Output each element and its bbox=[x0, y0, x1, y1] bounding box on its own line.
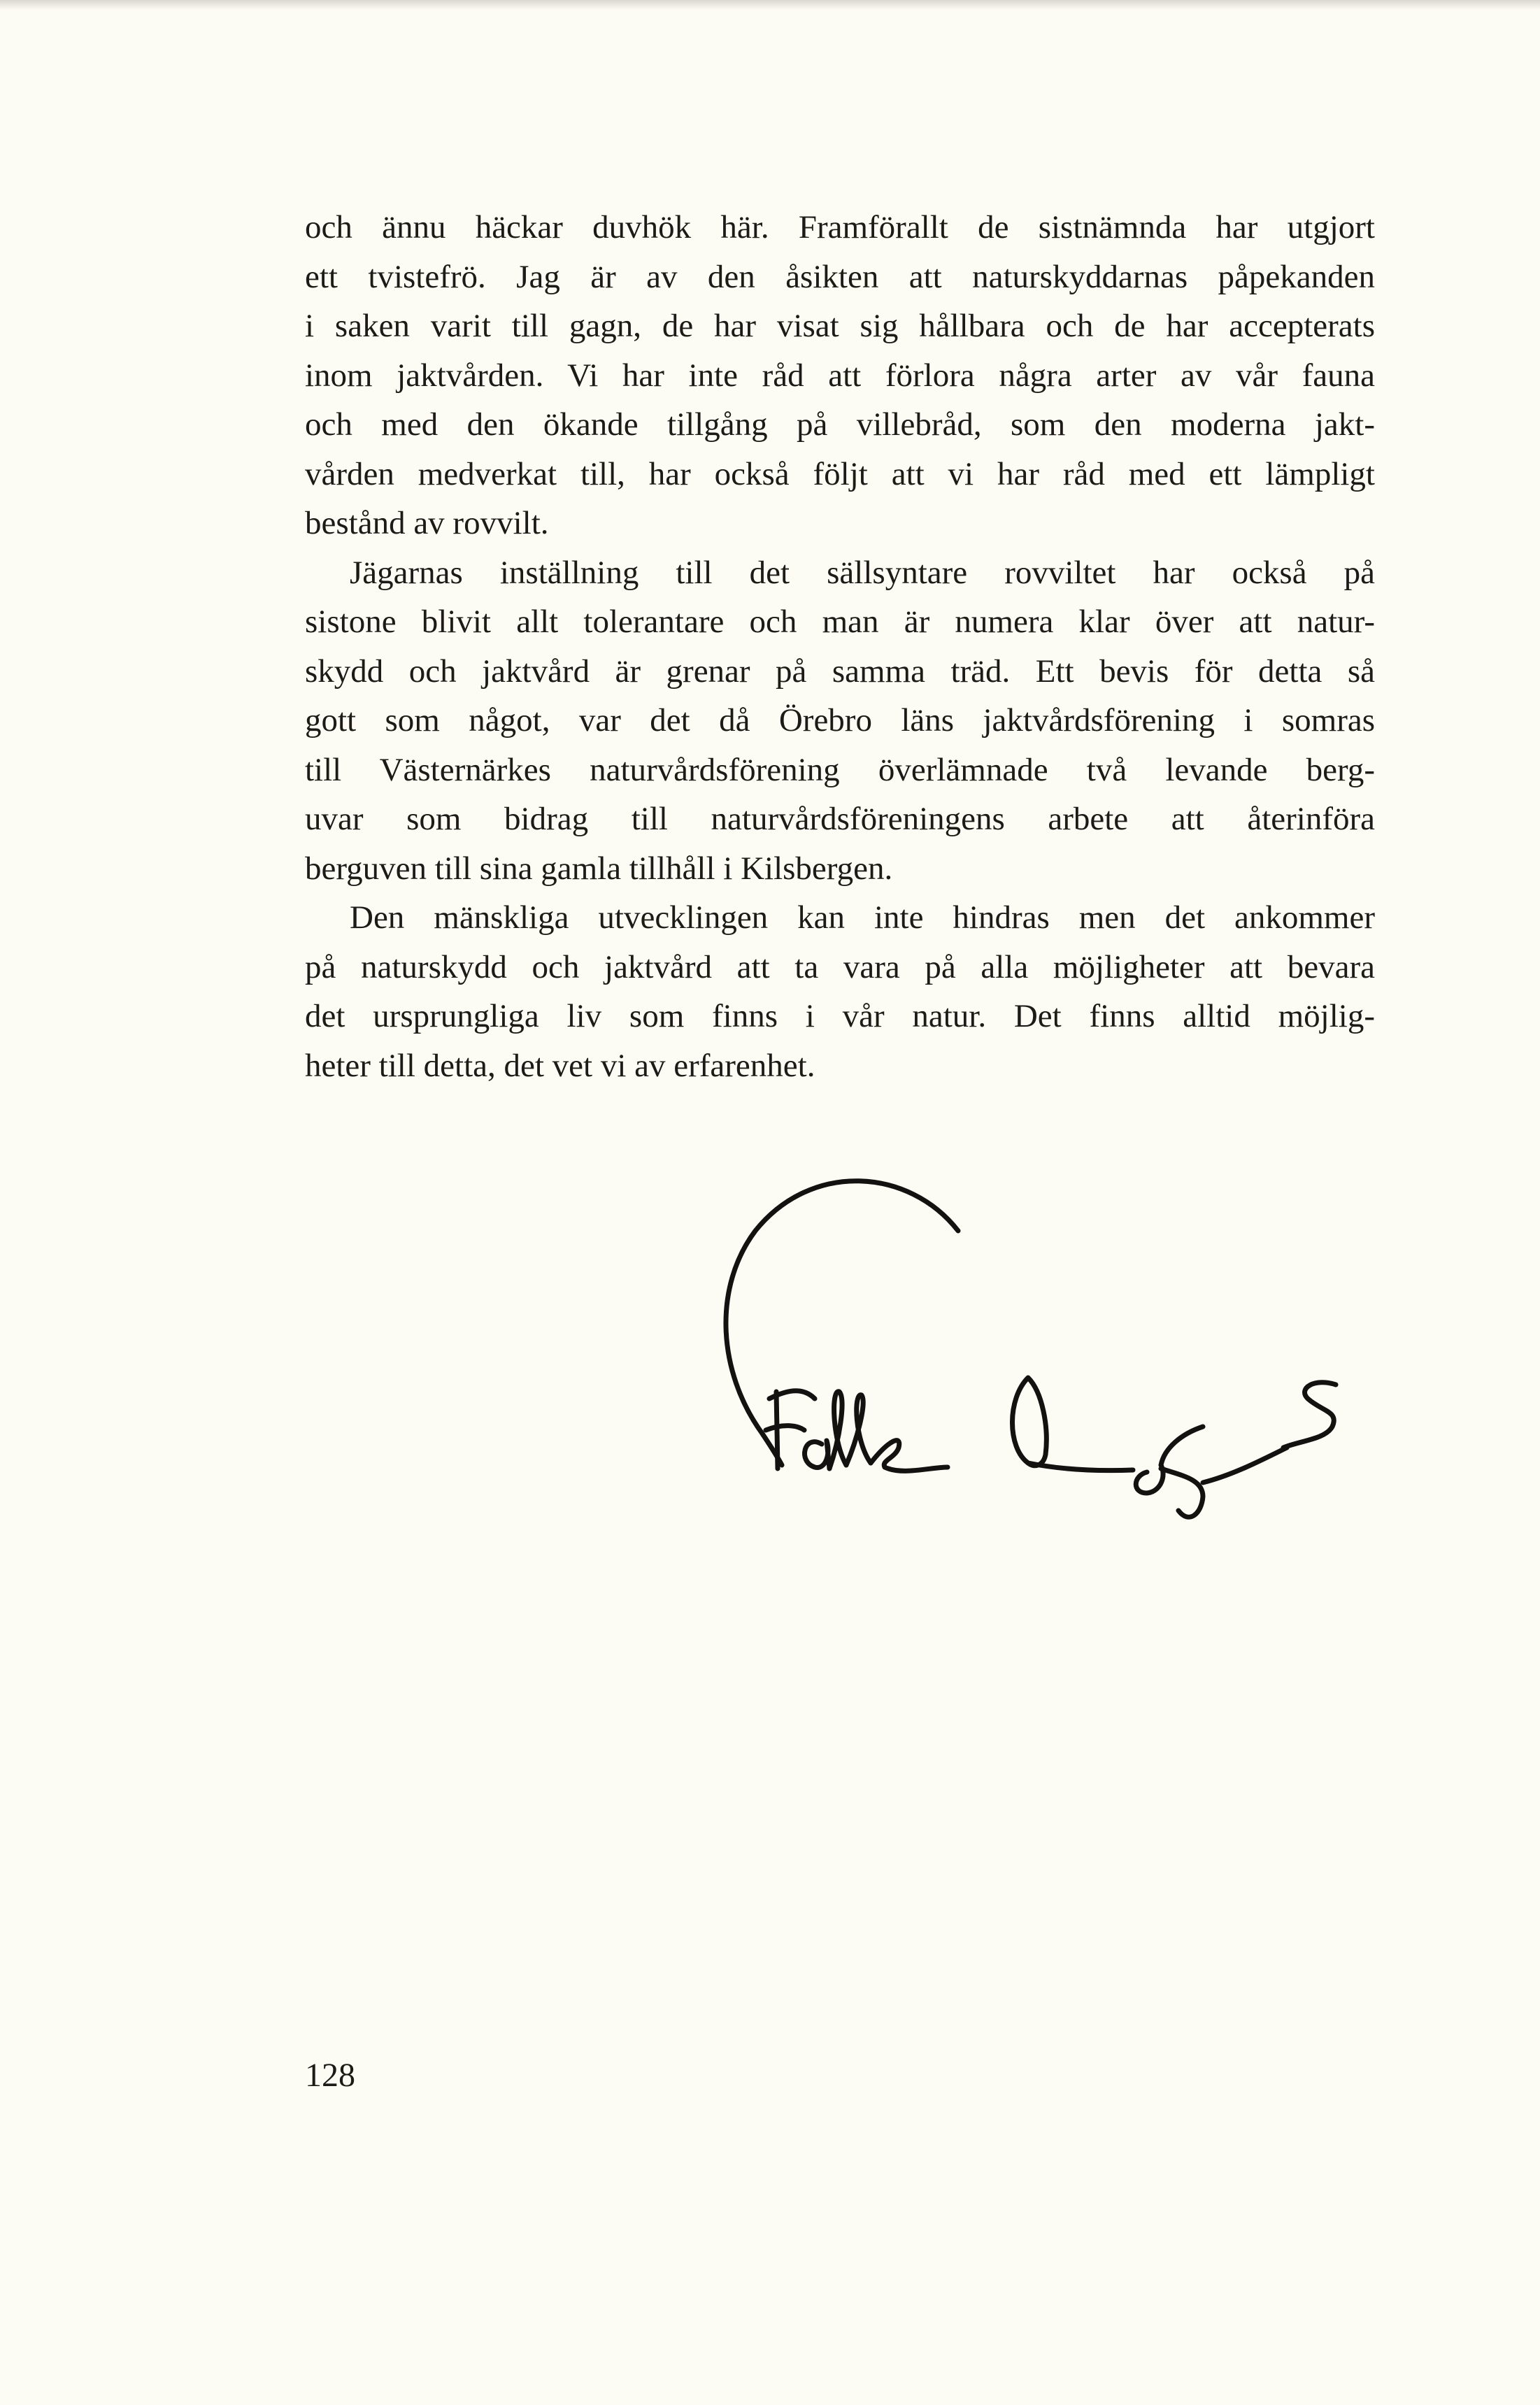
text-line: ett tvistefrö. Jag är av den åsikten att naturskyddarnas påpekanden bbox=[305, 258, 1375, 295]
paragraph-1 bbox=[305, 203, 1375, 548]
text-line: berguven till sina gamla tillhåll i Kilsbergen. bbox=[305, 850, 893, 887]
text-line: Jägarnas inställning till det sällsyntare rovviltet har också på bbox=[350, 554, 1375, 591]
paragraph-2 bbox=[305, 548, 1375, 894]
handwritten-signature-icon bbox=[699, 1147, 1399, 1539]
text-line: bestånd av rovvilt. bbox=[305, 505, 549, 541]
text-line: uvar som bidrag till naturvårdsföreningens arbete att återinföra bbox=[305, 801, 1375, 837]
text-line: inom jaktvården. Vi har inte råd att förlora några arter av vår fauna bbox=[305, 357, 1375, 394]
text-line: skydd och jaktvård är grenar på samma träd. Ett bevis för detta så bbox=[305, 652, 1375, 690]
text-line: och ännu häckar duvhök här. Framförallt de sistnämnda har utgjort bbox=[305, 209, 1375, 245]
text-line: heter till detta, det vet vi av erfarenhet. bbox=[305, 1047, 815, 1084]
text-line: till Västernärkes naturvårdsförening överlämnade två levande berg- bbox=[305, 751, 1375, 788]
page-edge bbox=[0, 0, 1540, 10]
text-line: sistone blivit allt tolerantare och man är numera klar över att natur- bbox=[305, 604, 1375, 640]
paragraph-3 bbox=[305, 893, 1375, 1090]
body-text bbox=[305, 203, 1375, 1090]
text-line: på naturskydd och jaktvård att ta vara på alla möjligheter att bevara bbox=[305, 948, 1375, 985]
page-number: 128 bbox=[305, 2057, 355, 2094]
text-line: Den mänskliga utvecklingen kan inte hindras men det ankommer bbox=[350, 899, 1375, 936]
text-line: det ursprungliga liv som finns i vår natur. Det finns alltid möjlig- bbox=[305, 998, 1375, 1034]
text-line: i saken varit till gagn, de har visat sig hållbara och de har accepterats bbox=[305, 308, 1375, 344]
text-line: gott som något, var det då Örebro läns jaktvårdsförening i somras bbox=[305, 702, 1375, 738]
text-line: vården medverkat till, har också följt att vi har råd med ett lämpligt bbox=[305, 455, 1375, 492]
text-line: och med den ökande tillgång på villebråd, som den moderna jakt- bbox=[305, 406, 1375, 443]
